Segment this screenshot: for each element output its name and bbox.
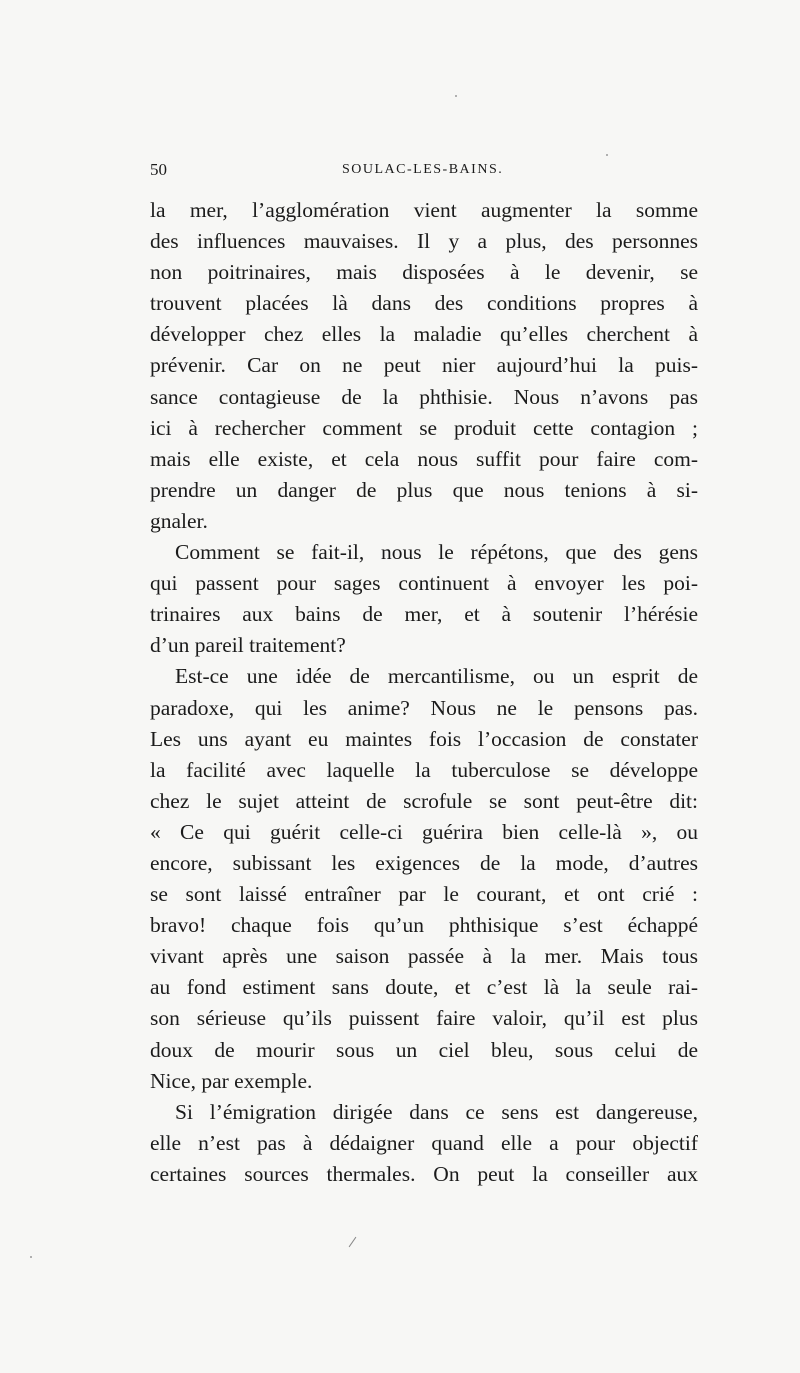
paper-speck xyxy=(606,154,608,156)
text-line: bravo! chaque fois qu’un phthisique s’est échappé xyxy=(150,913,698,938)
text-line: des influences mauvaises. Il y a plus, des personnes xyxy=(150,229,698,254)
paper-mark xyxy=(349,1237,357,1247)
text-line: encore, subissant les exigences de la mode, d’autres xyxy=(150,850,698,875)
text-line: elle n’est pas à dédaigner quand elle a pour objectif xyxy=(150,1130,698,1155)
text-line: chez le sujet atteint de scrofule se sont peut-être dit: xyxy=(150,788,698,813)
page-number: 50 xyxy=(150,160,167,179)
text-line: trouvent placées là dans des conditions propres à xyxy=(150,291,698,316)
text-line: ici à rechercher comment se produit cette contagion ; xyxy=(150,415,698,440)
text-line: prendre un danger de plus que nous tenions à si- xyxy=(150,477,698,502)
text-line: Nice, par exemple. xyxy=(150,1068,313,1093)
text-line: Est-ce une idée de mercantilisme, ou un esprit de xyxy=(175,664,698,689)
paper-speck xyxy=(30,1256,32,1258)
text-line: doux de mourir sous un ciel bleu, sous celui de xyxy=(150,1037,698,1062)
text-line: mais elle existe, et cela nous suffit pour faire com- xyxy=(150,446,698,471)
text-line: son sérieuse qu’ils puissent faire valoir, qu’il est plus xyxy=(150,1006,698,1031)
text-line: la facilité avec laquelle la tuberculose se développe xyxy=(150,757,698,782)
text-line: développer chez elles la maladie qu’elles cherchent à xyxy=(150,322,698,347)
text-line: « Ce qui guérit celle-ci guérira bien celle-là », ou xyxy=(150,819,698,844)
text-line: trinaires aux bains de mer, et à soutenir l’hérésie xyxy=(150,602,698,627)
text-line: se sont laissé entraîner par le courant, et ont crié : xyxy=(150,882,698,907)
text-line: la mer, l’agglomération vient augmenter la somme xyxy=(150,198,698,222)
text-line: prévenir. Car on ne peut nier aujourd’hui la puis- xyxy=(150,353,698,378)
text-line: d’un pareil traitement? xyxy=(150,633,346,658)
text-line: paradoxe, qui les anime? Nous ne le pensons pas. xyxy=(150,695,698,720)
text-line: vivant après une saison passée à la mer. Mais tous xyxy=(150,944,698,969)
running-head xyxy=(150,160,698,184)
text-line: qui passent pour sages continuent à envoyer les poi- xyxy=(150,571,698,596)
text-line: non poitrinaires, mais disposées à le devenir, se xyxy=(150,260,698,285)
text-line: au fond estiment sans doute, et c’est là la seule rai- xyxy=(150,975,698,1000)
text-line: Si l’émigration dirigée dans ce sens est dangereuse, xyxy=(175,1099,698,1124)
text-line: Les uns ayant eu maintes fois l’occasion de constater xyxy=(150,726,698,751)
body-text xyxy=(150,195,698,1190)
paper-speck xyxy=(455,95,457,97)
running-title: SOULAC-LES-BAINS. xyxy=(342,162,504,177)
text-line: certaines sources thermales. On peut la conseiller aux xyxy=(150,1161,698,1186)
text-line: gnaler. xyxy=(150,508,208,533)
text-line: sance contagieuse de la phthisie. Nous n’avons pas xyxy=(150,384,698,409)
text-line: Comment se fait-il, nous le répétons, que des gens xyxy=(175,540,698,565)
